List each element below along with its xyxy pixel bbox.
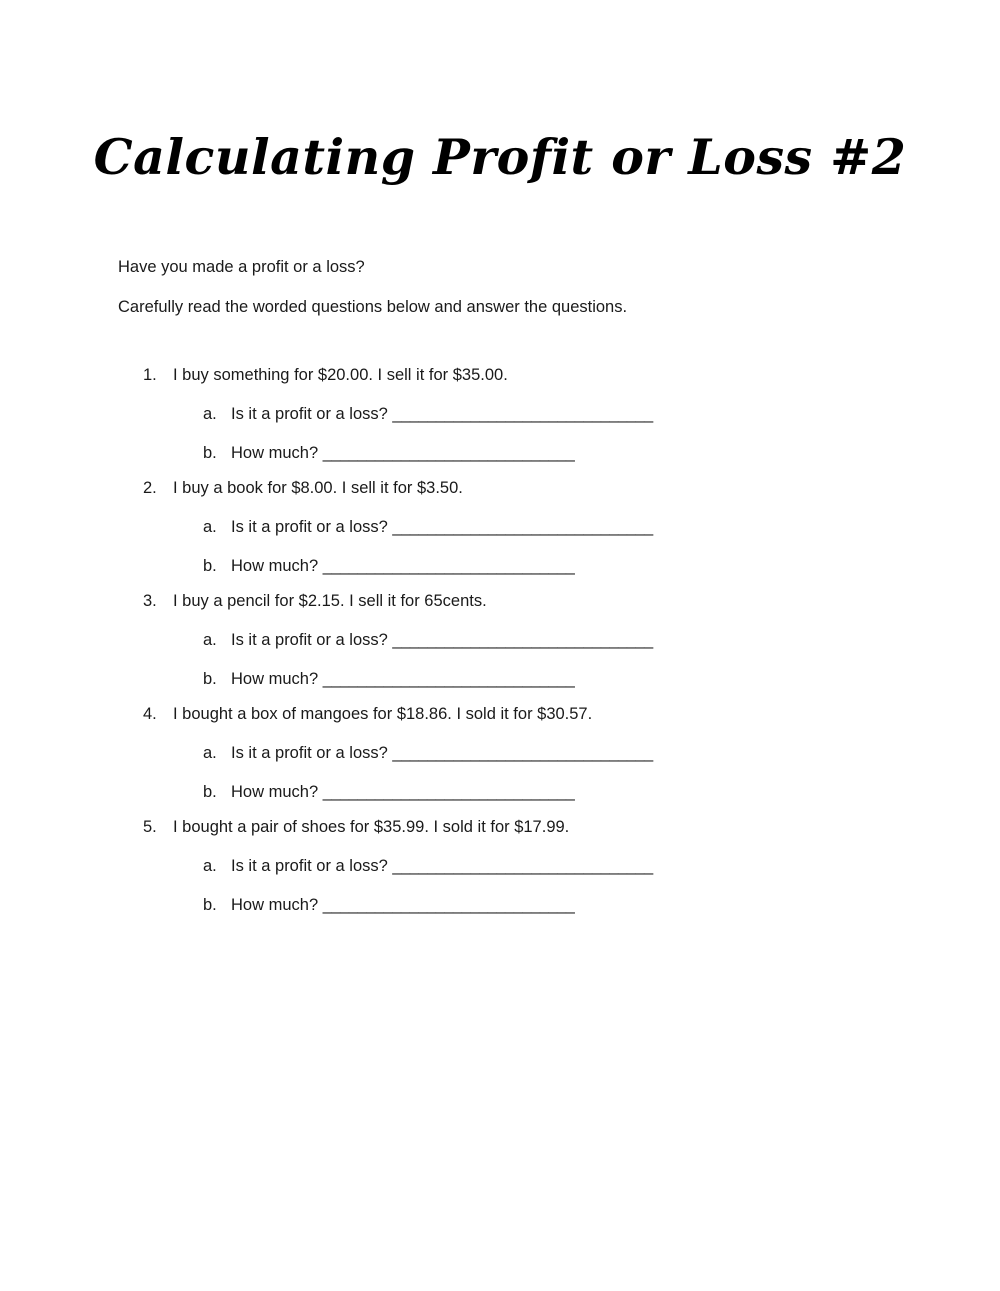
subpart-letter: b. bbox=[203, 783, 217, 801]
questions-list bbox=[118, 366, 878, 931]
question-row bbox=[143, 818, 878, 837]
question-number: 1. bbox=[143, 366, 157, 384]
question-subpart-b bbox=[203, 670, 878, 689]
question-item bbox=[118, 818, 878, 915]
question-subpart-a bbox=[203, 857, 878, 876]
subpart-letter: b. bbox=[203, 670, 217, 688]
question-text: I bought a box of mangoes for $18.86. I sold it for $30.57. bbox=[173, 705, 593, 723]
question-subpart-a bbox=[203, 631, 878, 650]
answer-blank[interactable]: ______________________________ bbox=[392, 405, 653, 423]
subpart-text: Is it a profit or a loss? bbox=[231, 857, 393, 875]
subpart-text: Is it a profit or a loss? bbox=[231, 744, 393, 762]
question-text: I buy something for $20.00. I sell it for $35.00. bbox=[173, 366, 508, 384]
subpart-text: How much? bbox=[231, 783, 323, 801]
subpart-letter: b. bbox=[203, 444, 217, 462]
subpart-text: How much? bbox=[231, 444, 323, 462]
answer-blank[interactable]: ______________________________ bbox=[392, 631, 653, 649]
subpart-text: How much? bbox=[231, 557, 323, 575]
subpart-letter: a. bbox=[203, 744, 217, 762]
subpart-letter: b. bbox=[203, 557, 217, 575]
question-row bbox=[143, 705, 878, 724]
answer-blank[interactable]: _____________________________ bbox=[322, 444, 575, 462]
answer-blank[interactable]: ______________________________ bbox=[392, 518, 653, 536]
question-number: 4. bbox=[143, 705, 157, 723]
intro-line-2: Carefully read the worded questions below and answer the questions. bbox=[118, 298, 628, 316]
question-subpart-b bbox=[203, 557, 878, 576]
question-number: 5. bbox=[143, 818, 157, 836]
question-number: 2. bbox=[143, 479, 157, 497]
question-item bbox=[118, 479, 878, 576]
subpart-letter: a. bbox=[203, 405, 217, 423]
subpart-text: How much? bbox=[231, 896, 323, 914]
answer-blank[interactable]: ______________________________ bbox=[392, 857, 653, 875]
answer-blank[interactable]: _____________________________ bbox=[322, 783, 575, 801]
subpart-text: How much? bbox=[231, 670, 323, 688]
subpart-letter: b. bbox=[203, 896, 217, 914]
question-subpart-a bbox=[203, 405, 878, 424]
question-row bbox=[143, 592, 878, 611]
question-number: 3. bbox=[143, 592, 157, 610]
subpart-letter: a. bbox=[203, 518, 217, 536]
question-subpart-a bbox=[203, 518, 878, 537]
question-item bbox=[118, 366, 878, 463]
subpart-letter: a. bbox=[203, 857, 217, 875]
question-subpart-b bbox=[203, 896, 878, 915]
answer-blank[interactable]: _____________________________ bbox=[322, 670, 575, 688]
answer-blank[interactable]: ______________________________ bbox=[392, 744, 653, 762]
page-title: Calculating Profit or Loss #2 bbox=[93, 128, 907, 186]
question-text: I buy a book for $8.00. I sell it for $3.50. bbox=[173, 479, 463, 497]
question-subpart-a bbox=[203, 744, 878, 763]
question-item bbox=[118, 705, 878, 802]
question-subpart-b bbox=[203, 783, 878, 802]
intro-line-1: Have you made a profit or a loss? bbox=[118, 258, 365, 276]
answer-blank[interactable]: _____________________________ bbox=[322, 896, 575, 914]
question-subpart-b bbox=[203, 444, 878, 463]
question-row bbox=[143, 479, 878, 498]
answer-blank[interactable]: _____________________________ bbox=[322, 557, 575, 575]
subpart-text: Is it a profit or a loss? bbox=[231, 631, 393, 649]
question-item bbox=[118, 592, 878, 689]
question-text: I bought a pair of shoes for $35.99. I sold it for $17.99. bbox=[173, 818, 570, 836]
question-row bbox=[143, 366, 878, 385]
subpart-letter: a. bbox=[203, 631, 217, 649]
subpart-text: Is it a profit or a loss? bbox=[231, 518, 393, 536]
subpart-text: Is it a profit or a loss? bbox=[231, 405, 393, 423]
question-text: I buy a pencil for $2.15. I sell it for 65cents. bbox=[173, 592, 487, 610]
